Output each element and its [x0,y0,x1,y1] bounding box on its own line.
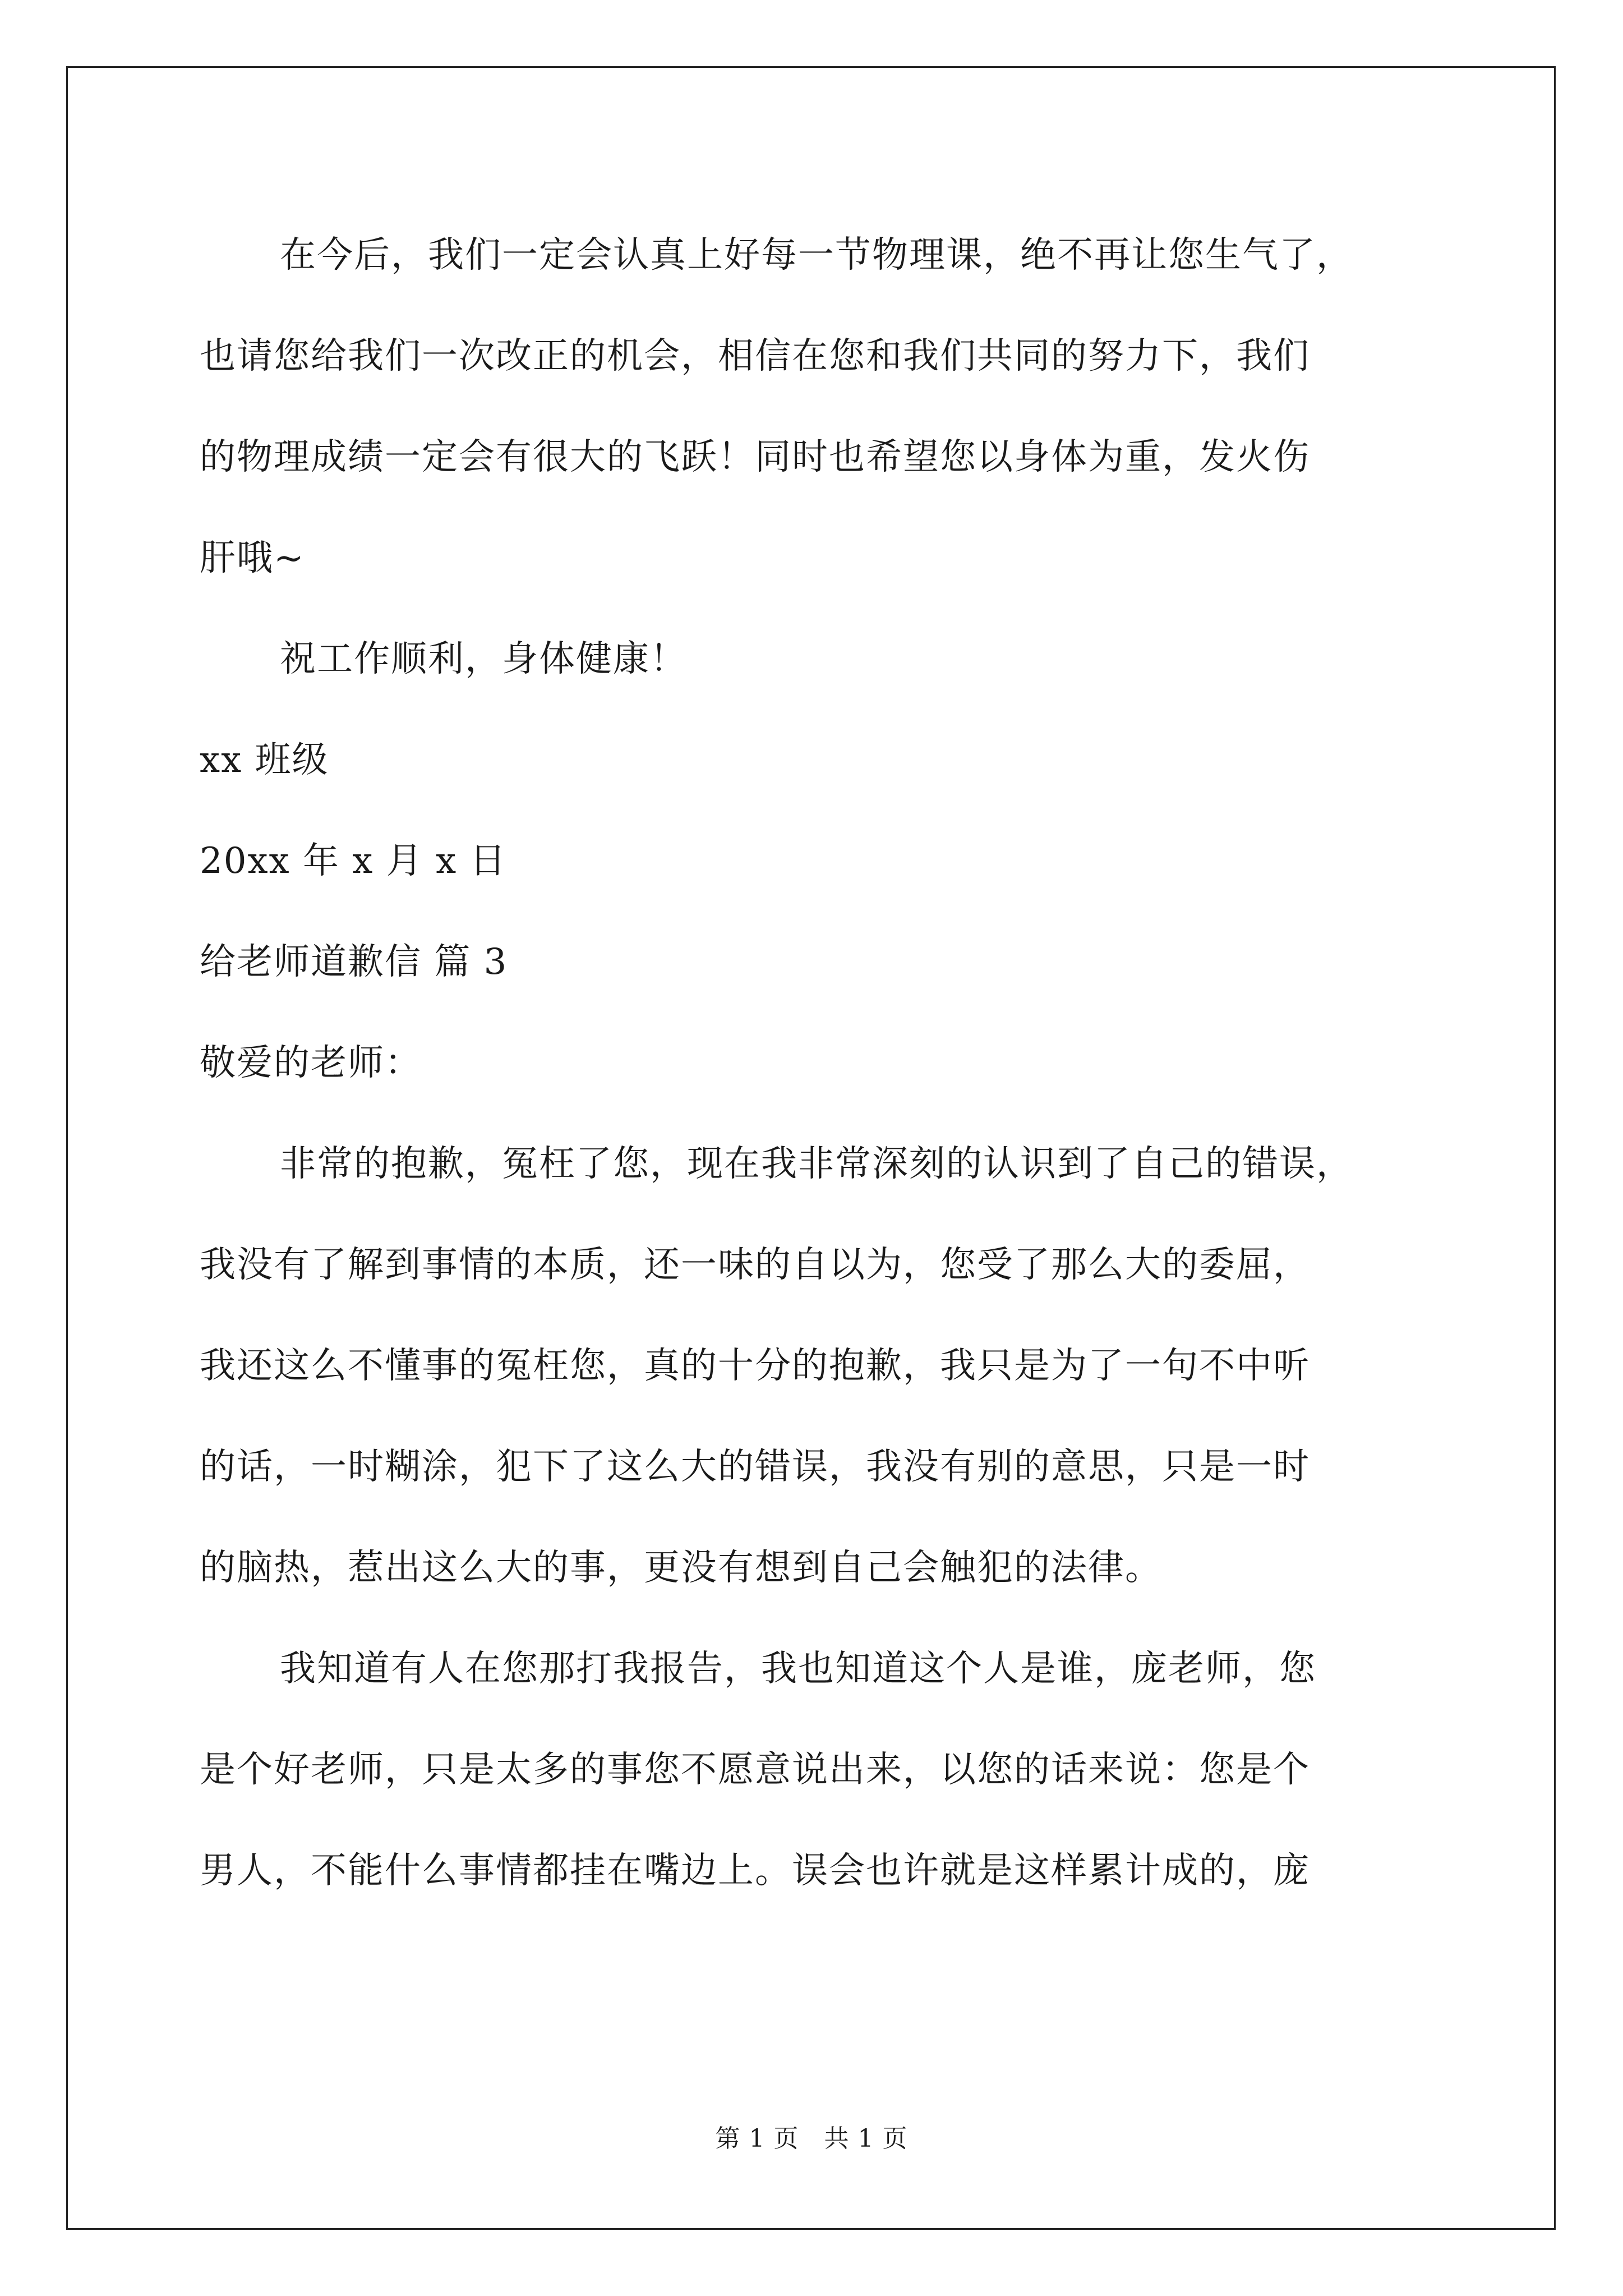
paragraph-line: 的物理成绩一定会有很大的飞跃！同时也希望您以身体为重，发火伤 [200,436,1310,478]
paragraph-line: 也请您给我们一次改正的机会，相信在您和我们共同的努力下，我们 [200,335,1310,377]
page-footer: 第 1 页 共 1 页 [715,2124,908,2153]
paragraph-line: 是个好老师，只是太多的事您不愿意说出来，以您的话来说：您是个 [200,1749,1310,1791]
paragraph-line: 男人，不能什么事情都挂在嘴边上。误会也许就是这样累计成的，庞 [200,1850,1310,1892]
paragraph-line: 非常的抱歉，冤枉了您，现在我非常深刻的认识到了自己的错误， [280,1143,1353,1185]
paragraph-line: 肝哦~ [200,537,305,579]
document-body [200,205,1465,1921]
paragraph-line: 我还这么不懂事的冤枉您，真的十分的抱歉，我只是为了一句不中听 [200,1345,1310,1387]
salutation: 敬爱的老师： [200,1042,422,1084]
section-title: 给老师道歉信 篇 3 [200,941,508,983]
signature-class: xx 班级 [200,739,329,781]
closing-wish: 祝工作顺利，身体健康！ [280,638,687,680]
paragraph-line: 的脑热，惹出这么大的事，更没有想到自己会触犯的法律。 [200,1547,1162,1589]
signature-date: 20xx 年 x 月 x 日 [200,840,507,882]
paragraph-line: 我没有了解到事情的本质，还一味的自以为，您受了那么大的委屈， [200,1244,1310,1286]
paragraph-line: 在今后，我们一定会认真上好每一节物理课，绝不再让您生气了， [280,234,1353,276]
paragraph-line: 我知道有人在您那打我报告，我也知道这个人是谁，庞老师，您 [280,1648,1316,1690]
paragraph-line: 的话，一时糊涂，犯下了这么大的错误，我没有别的意思，只是一时 [200,1446,1310,1488]
